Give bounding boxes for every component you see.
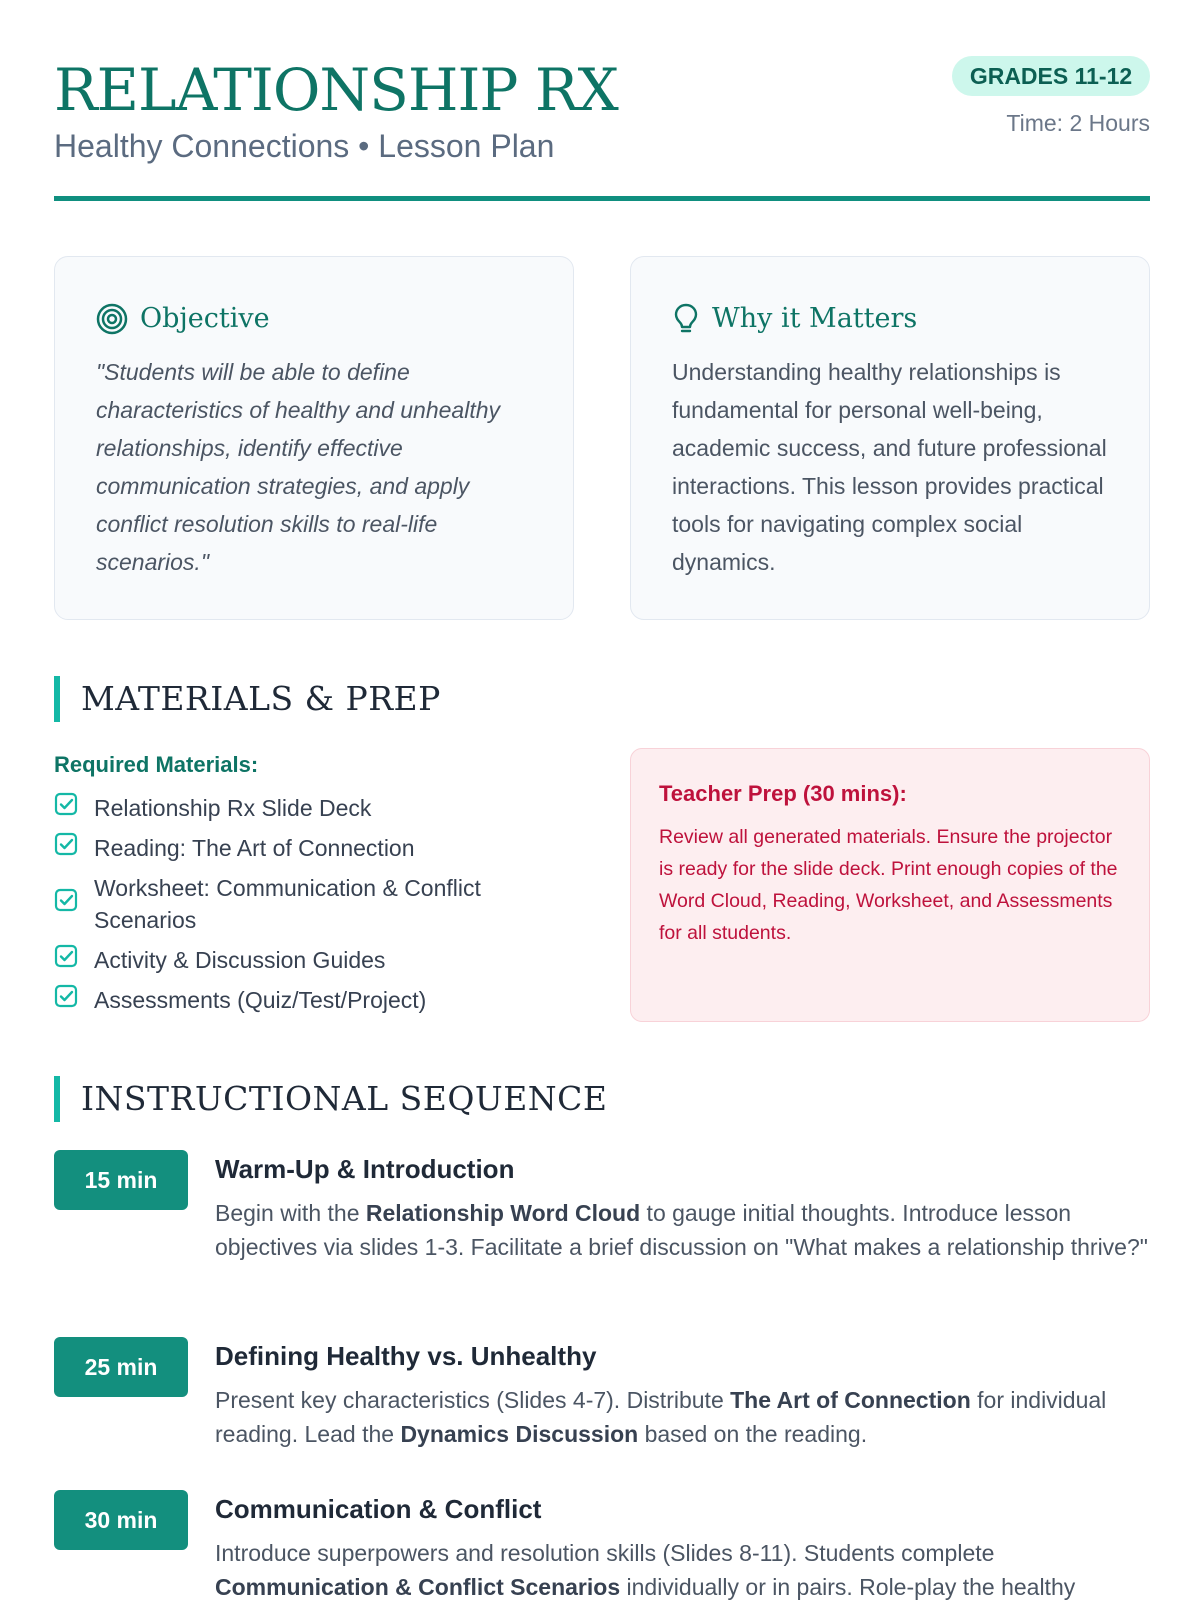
emphasized-text: Communication & Conflict Scenarios <box>215 1574 621 1600</box>
objective-title: Objective <box>140 303 270 334</box>
why-text: Understanding healthy relationships is fundamental for personal well-being, academic success, and future professional interactions. This lesson provides practical tools for navigating complex social dynamics. <box>672 359 1107 575</box>
materials-item-label: Assessments (Quiz/Test/Project) <box>94 987 427 1013</box>
teacher-prep-box <box>630 748 1150 1022</box>
objective-text: "Students will be able to define characteristics of healthy and unhealthy relationships, identify effective communication strategies, and apply conflict resolution skills to real-life scenarios." <box>96 359 501 575</box>
page-subtitle: Healthy Connections • Lesson Plan <box>54 128 555 164</box>
checkbox-checked-icon <box>54 832 94 864</box>
step-description <box>215 1383 1150 1451</box>
teacher-prep-title: Teacher Prep (30 mins): <box>659 781 907 806</box>
page-title: RELATIONSHIP RX <box>54 56 618 124</box>
why-title: Why it Matters <box>712 303 918 334</box>
checkbox-checked-icon <box>54 888 94 920</box>
grade-badge: GRADES 11-12 <box>952 56 1150 96</box>
text-run: to gauge initial thoughts. Introduce lesson objectives via slides 1-3. Facilitate a brief discussion on "What makes a relationship thrive?" <box>215 1200 1148 1260</box>
text-run: Introduce superpowers and resolution skills (Slides 8-11). Students complete <box>215 1540 995 1566</box>
duration-pill: 15 min <box>54 1150 188 1210</box>
emphasized-text: Dynamics Discussion <box>400 1421 639 1447</box>
step-title: Warm-Up & Introduction <box>215 1154 515 1184</box>
text-run: for individual reading. Lead the <box>215 1387 1107 1447</box>
checkbox-checked-icon <box>54 792 94 824</box>
sequence-heading: INSTRUCTIONAL SEQUENCE <box>54 1076 608 1122</box>
target-icon <box>96 303 128 335</box>
materials-item-label: Relationship Rx Slide Deck <box>94 795 372 821</box>
materials-list <box>54 792 554 1024</box>
duration-pill: 25 min <box>54 1337 188 1397</box>
teacher-prep-text: Review all generated materials. Ensure the projector is ready for the slide deck. Print enough copies of the Word Cloud, Reading, Worksheet, and Assessments for all students. <box>659 826 1118 944</box>
lightbulb-icon <box>672 302 700 336</box>
checkbox-checked-icon <box>54 984 94 1016</box>
materials-list-item <box>54 792 554 824</box>
step-description <box>215 1196 1150 1264</box>
checkbox-checked-icon <box>54 944 94 976</box>
emphasized-text: The Art of Connection <box>730 1387 971 1413</box>
step-title: Defining Healthy vs. Unhealthy <box>215 1341 597 1371</box>
text-run: individually or in pairs. Role-play the healthy <box>620 1574 1076 1600</box>
step-description <box>215 1536 1150 1600</box>
materials-list-item <box>54 872 554 936</box>
step-title: Communication & Conflict <box>215 1494 542 1524</box>
why-header <box>672 301 917 337</box>
materials-list-item <box>54 984 554 1016</box>
duration-pill: 30 min <box>54 1490 188 1550</box>
header <box>54 56 1150 201</box>
why-it-matters-card <box>630 256 1150 620</box>
required-materials-label: Required Materials: <box>54 752 259 777</box>
materials-item-label: Reading: The Art of Connection <box>94 835 415 861</box>
materials-heading: MATERIALS & PREP <box>54 676 441 722</box>
lesson-plan-page <box>54 0 1150 1600</box>
materials-list-item <box>54 944 554 976</box>
text-run: Present key characteristics (Slides 4-7). Distribute <box>215 1387 731 1413</box>
materials-item-label: Worksheet: Communication & Conflict Scenarios <box>94 875 481 933</box>
text-run: based on the reading. <box>638 1421 868 1447</box>
objective-header <box>96 301 270 337</box>
materials-item-label: Activity & Discussion Guides <box>94 947 386 973</box>
lesson-time: Time: 2 Hours <box>1006 110 1150 136</box>
objective-card <box>54 256 574 620</box>
emphasized-text: Relationship Word Cloud <box>365 1200 641 1226</box>
materials-list-item <box>54 832 554 864</box>
text-run: Begin with the <box>215 1200 366 1226</box>
